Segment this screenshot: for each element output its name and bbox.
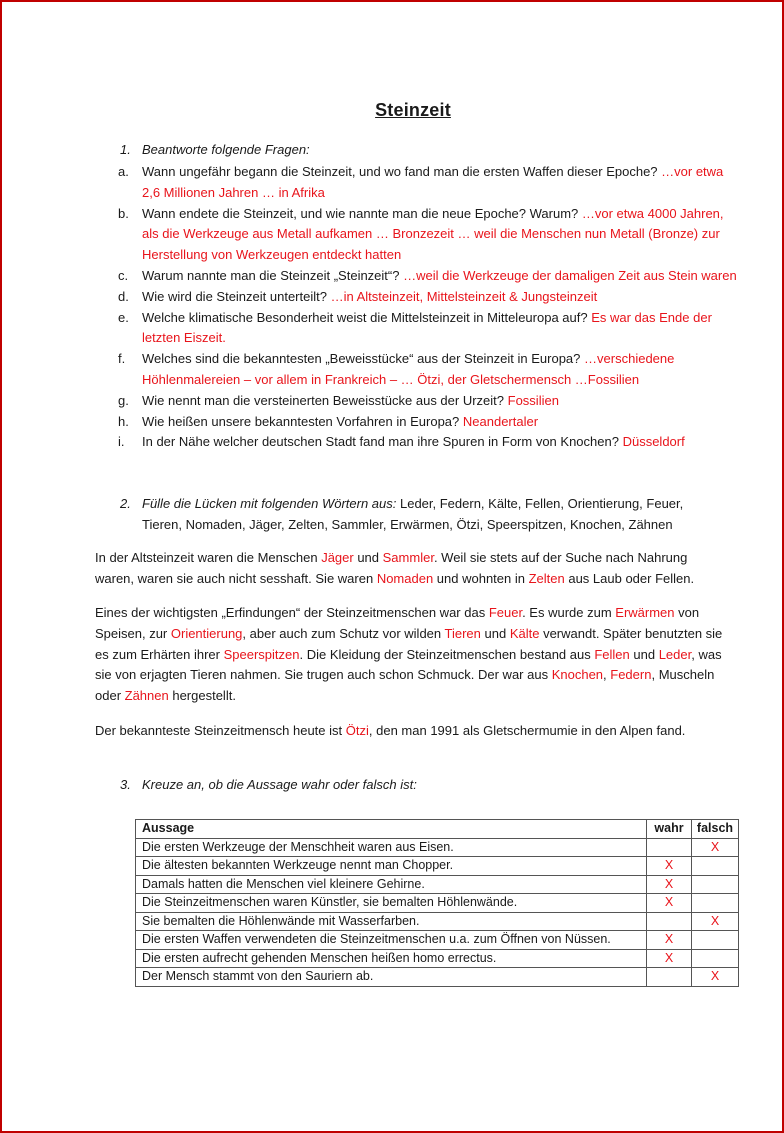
answer-text: …weil die Werkzeuge der damaligen Zeit aus Stein waren xyxy=(403,267,737,283)
falsch-cell: X xyxy=(692,968,739,987)
question-text: Wann endete die Steinzeit, und wie nannte man die neue Epoche? Warum? xyxy=(142,205,579,221)
table-row xyxy=(136,894,739,913)
cloze-fill: Orientierung xyxy=(170,625,243,641)
statement-cell: Die Steinzeitmenschen waren Künstler, sie bemalten Höhlenwände. xyxy=(136,894,647,913)
table-row xyxy=(136,838,739,857)
question-text: Welche klimatische Besonderheit weist die Mittelsteinzeit in Mitteleuropa auf? xyxy=(142,309,588,325)
statement-cell: Sie bemalten die Höhlenwände mit Wasserfarben. xyxy=(136,912,647,931)
cloze-fill: Zelten xyxy=(528,570,565,586)
question-letter: i. xyxy=(118,434,125,450)
question-text: Welches sind die bekanntesten „Beweisstücke“ aus der Steinzeit in Europa? xyxy=(142,351,581,367)
question-item xyxy=(118,287,738,308)
statement-cell: Die ersten Waffen verwendeten die Steinzeitmenschen u.a. zum Öffnen von Nüssen. xyxy=(136,931,647,950)
section-3-number: 3. xyxy=(120,777,131,792)
cloze-text: In der Altsteinzeit waren die Menschen xyxy=(95,550,322,565)
question-letter: a. xyxy=(118,164,129,179)
section-2-heading-text: Fülle die Lücken mit folgenden Wörtern aus: xyxy=(142,496,397,511)
word-list-line-1: Leder, Federn, Kälte, Fellen, Orientierung, Feuer, xyxy=(399,496,684,511)
cloze-fill: Jäger xyxy=(321,550,354,565)
wahr-cell: X xyxy=(647,949,692,968)
cloze-fill: Nomaden xyxy=(376,570,434,586)
true-false-table xyxy=(135,819,739,987)
cloze-text: , den man 1991 als Gletschermumie in den Alpen fand. xyxy=(368,723,686,738)
cloze-text: Eines der wichtigsten „Erfindungen“ der Steinzeitmenschen war das xyxy=(95,605,489,620)
section-1-number: 1. xyxy=(120,142,131,157)
statement-cell: Die ersten Werkzeuge der Menschheit waren aus Eisen. xyxy=(136,838,647,857)
wahr-cell xyxy=(647,838,692,857)
question-letter: b. xyxy=(118,205,129,221)
question-text: Wie heißen unsere bekanntesten Vorfahren in Europa? xyxy=(142,413,460,429)
answer-text: Es war das Ende der letzten Eiszeit. xyxy=(142,309,712,346)
cloze-text: Der bekannteste Steinzeitmensch heute ist xyxy=(95,723,346,738)
answer-text: Düsseldorf xyxy=(622,434,685,450)
section-1-heading-text: Beantworte folgende Fragen: xyxy=(142,142,310,157)
question-item xyxy=(118,412,738,433)
table-row xyxy=(136,931,739,950)
cloze-text: und xyxy=(629,646,659,662)
table-row xyxy=(136,912,739,931)
cloze-text: verwandt. Später benutzten sie es zum Erhärten ihrer xyxy=(95,625,723,662)
cloze-text: , aber auch zum Schutz vor wilden xyxy=(242,625,445,641)
question-list xyxy=(118,162,738,453)
section-2-number: 2. xyxy=(120,496,131,511)
answer-text: Fossilien xyxy=(507,392,559,408)
cloze-text: , xyxy=(603,667,611,683)
cloze-fill: Zähnen xyxy=(124,688,169,704)
section-3-heading-text: Kreuze an, ob die Aussage wahr oder falsch ist: xyxy=(142,777,417,792)
cloze-text: . Weil sie stets auf der Suche nach Nahrung waren, waren sie auch nicht sesshaft. Sie waren xyxy=(95,550,688,586)
cloze-fill: Kälte xyxy=(509,625,540,641)
wahr-cell: X xyxy=(647,894,692,913)
cloze-fill: Tieren xyxy=(444,625,481,641)
cloze-text: hergestellt. xyxy=(168,688,236,704)
section-3-heading xyxy=(120,777,417,792)
cloze-text: , Muscheln oder xyxy=(95,667,715,704)
question-text: Wann ungefähr begann die Steinzeit, und wo fand man die ersten Waffen dieser Epoche? xyxy=(142,164,658,179)
question-letter: c. xyxy=(118,267,129,283)
page-title: Steinzeit xyxy=(375,100,451,120)
cloze-text: und wohnten in xyxy=(433,570,529,586)
cloze-fill: Knochen xyxy=(551,667,604,683)
falsch-cell xyxy=(692,949,739,968)
question-letter: g. xyxy=(118,392,129,408)
wahr-cell: X xyxy=(647,875,692,894)
cloze-text: aus Laub oder Fellen. xyxy=(564,570,695,586)
answer-text: …in Altsteinzeit, Mittelsteinzeit & Jungsteinzeit xyxy=(330,288,598,304)
question-text: Wie wird die Steinzeit unterteilt? xyxy=(142,288,327,304)
cloze-paragraph-1 xyxy=(95,548,725,590)
answer-text: …vor etwa 2,6 Millionen Jahren … in Afrika xyxy=(142,164,724,200)
cloze-fill: Fellen xyxy=(594,646,630,662)
answer-text: …verschiedene Höhlenmalereien – vor allem in Frankreich – … Ötzi, der Gletschermensch …Fossilien xyxy=(142,351,675,387)
cloze-paragraph-3 xyxy=(95,721,725,742)
statement-cell: Die ältesten bekannten Werkzeuge nennt man Chopper. xyxy=(136,857,647,876)
question-text: Warum nannte man die Steinzeit „Steinzeit“? xyxy=(142,267,400,283)
falsch-cell xyxy=(692,875,739,894)
table-row xyxy=(136,857,739,876)
section-1-heading xyxy=(120,142,310,157)
word-list-line-2: Tieren, Nomaden, Jäger, Zelten, Sammler, Erwärmen, Ötzi, Speerspitzen, Knochen, Zähnen xyxy=(142,516,673,532)
cloze-text: von Speisen, zur xyxy=(95,605,700,641)
table-row xyxy=(136,968,739,987)
cloze-fill: Erwärmen xyxy=(615,605,675,620)
wahr-cell: X xyxy=(647,931,692,950)
question-item xyxy=(118,432,738,453)
wahr-cell xyxy=(647,968,692,987)
falsch-cell xyxy=(692,931,739,950)
cloze-text: , was sie von erjagten Tieren nahmen. Sie trugen auch schon Schmuck. Der war aus xyxy=(95,646,722,683)
header-aussage: Aussage xyxy=(136,820,647,839)
question-item xyxy=(118,266,738,287)
question-item xyxy=(118,391,738,412)
cloze-fill: Federn xyxy=(610,667,652,683)
question-letter: d. xyxy=(118,288,129,304)
question-item xyxy=(118,204,738,266)
question-text: Wie nennt man die versteinerten Beweisstücke aus der Urzeit? xyxy=(142,392,505,408)
cloze-fill: Leder xyxy=(658,646,692,662)
statement-cell: Der Mensch stammt von den Sauriern ab. xyxy=(136,968,647,987)
question-letter: e. xyxy=(118,309,129,325)
section-2-heading xyxy=(120,494,720,535)
cloze-text: und xyxy=(353,550,383,565)
falsch-cell: X xyxy=(692,838,739,857)
answer-text: Neandertaler xyxy=(462,413,539,429)
statement-cell: Die ersten aufrecht gehenden Menschen heißen homo errectus. xyxy=(136,949,647,968)
cloze-text: . Die Kleidung der Steinzeitmenschen bestand aus xyxy=(299,646,595,662)
cloze-fill: Sammler xyxy=(382,550,434,565)
falsch-cell: X xyxy=(692,912,739,931)
table-header-row xyxy=(136,820,739,839)
falsch-cell xyxy=(692,894,739,913)
statement-cell: Damals hatten die Menschen viel kleinere Gehirne. xyxy=(136,875,647,894)
cloze-text: und xyxy=(480,625,510,641)
wahr-cell: X xyxy=(647,857,692,876)
header-wahr: wahr xyxy=(647,820,692,839)
table-row xyxy=(136,949,739,968)
cloze-paragraph-2 xyxy=(95,603,725,707)
question-item xyxy=(118,349,738,391)
question-item xyxy=(118,162,738,204)
question-item xyxy=(118,308,738,350)
question-letter: h. xyxy=(118,413,129,429)
question-letter: f. xyxy=(118,351,126,367)
question-text: In der Nähe welcher deutschen Stadt fand man ihre Spuren in Form von Knochen? xyxy=(142,434,619,450)
cloze-fill: Speerspitzen xyxy=(223,646,300,662)
header-falsch: falsch xyxy=(692,820,739,839)
cloze-fill: Feuer xyxy=(488,605,523,620)
wahr-cell xyxy=(647,912,692,931)
cloze-text: . Es wurde zum xyxy=(522,605,616,620)
answer-text: …vor etwa 4000 Jahren, als die Werkzeuge aus Metall aufkamen … Bronzezeit … weil die Menschen nun Metall (Bronze) zur Herstellung von Werkzeugen entdeckt hatten xyxy=(142,205,724,263)
table-row xyxy=(136,875,739,894)
falsch-cell xyxy=(692,857,739,876)
cloze-fill: Ötzi xyxy=(345,723,369,738)
